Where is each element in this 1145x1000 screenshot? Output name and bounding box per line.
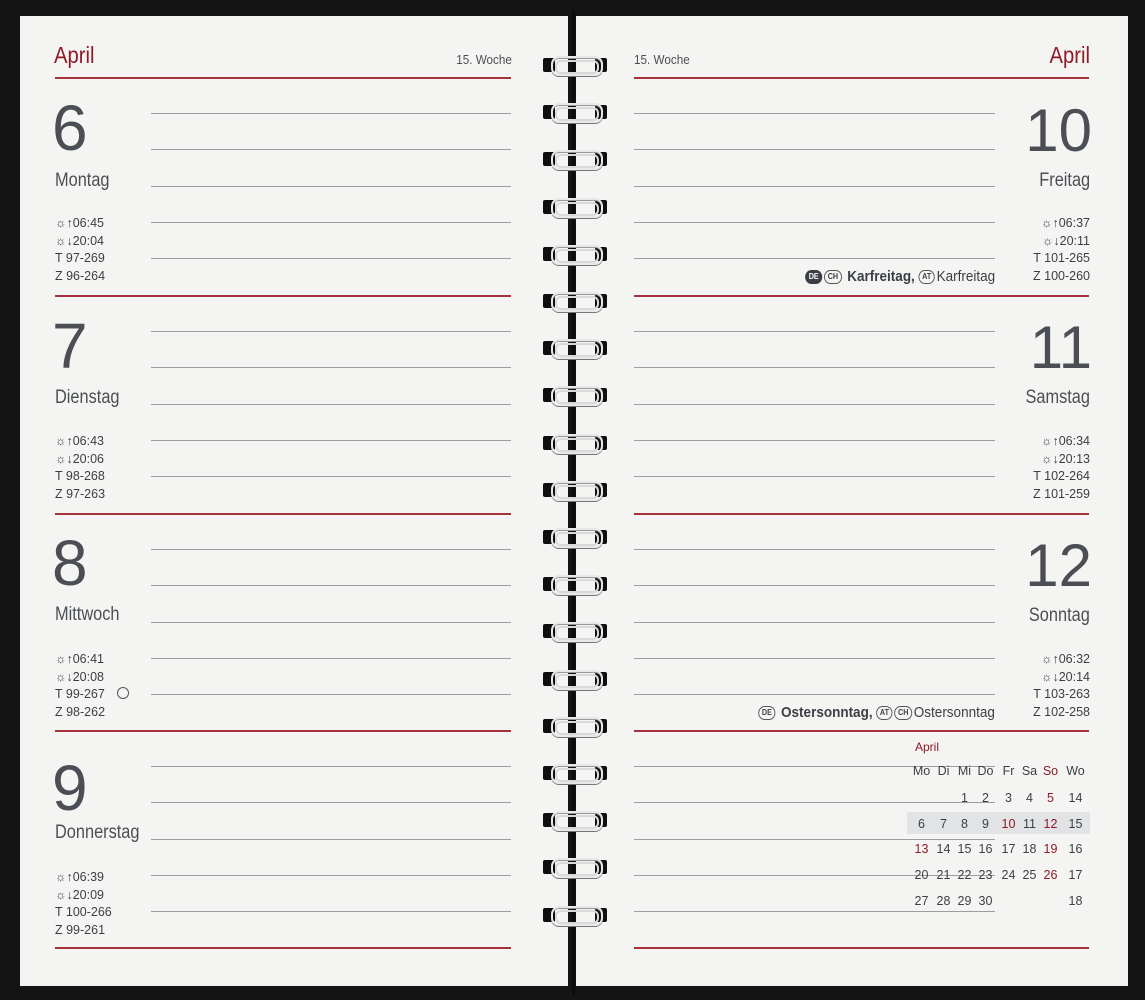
sunset-time: ☼↓20:14 — [1041, 669, 1090, 684]
writing-line — [151, 839, 511, 840]
writing-line — [151, 911, 511, 912]
sunrise-time: ☼↑06:45 — [55, 216, 104, 230]
writing-line — [634, 186, 995, 187]
writing-line — [634, 694, 995, 695]
week-count: Z 99-261 — [55, 922, 106, 937]
spiral-ring — [541, 290, 609, 312]
writing-line — [634, 367, 995, 368]
weekday-header: Wo — [1066, 764, 1085, 778]
holiday-note-sunday — [758, 704, 995, 721]
spiral-ring — [541, 432, 609, 454]
country-badge: CH — [895, 706, 913, 720]
spiral-ring — [541, 479, 609, 501]
spiral-ring — [541, 856, 609, 878]
mini-calendar-month: April — [915, 740, 940, 754]
writing-line — [634, 839, 995, 840]
calendar-date: 20 — [914, 868, 929, 883]
calendar-date: 18 — [1022, 842, 1037, 857]
calendar-date: 25 — [1022, 868, 1037, 883]
day-info — [55, 433, 105, 503]
calendar-date: 28 — [936, 893, 951, 908]
day-name: Freitag — [1039, 170, 1090, 191]
country-badge: CH — [824, 270, 842, 284]
right-header-rule — [634, 77, 1089, 79]
calendar-date: 4 — [1026, 791, 1033, 805]
sunset-time: ☼↓20:08 — [55, 669, 104, 684]
writing-line — [634, 622, 995, 623]
spiral-ring — [541, 668, 609, 690]
weekday-header: Do — [977, 764, 994, 778]
sunset-time: ☼↓20:11 — [1041, 233, 1090, 248]
spiral-ring — [541, 384, 609, 406]
calendar-date: 10 — [1001, 816, 1016, 831]
writing-line — [151, 694, 511, 695]
spiral-ring — [541, 54, 609, 76]
writing-line — [634, 331, 995, 332]
day-number: 7 — [52, 310, 88, 382]
day-info — [1033, 433, 1090, 503]
day-info — [55, 651, 129, 721]
writing-line — [634, 149, 995, 150]
week-number: 14 — [1068, 791, 1083, 805]
writing-line — [634, 911, 995, 912]
day-number: 8 — [52, 527, 88, 599]
week-number: 15 — [1068, 816, 1083, 831]
spiral-binding — [535, 0, 615, 1000]
day-name: Montag — [55, 170, 110, 191]
writing-line — [634, 113, 995, 114]
spiral-ring — [541, 101, 609, 123]
day-number: 11 — [1029, 314, 1092, 381]
country-badge: DE — [805, 270, 822, 284]
writing-line — [151, 766, 511, 767]
day-divider — [634, 513, 1089, 515]
day-count-row — [55, 686, 129, 704]
week-count: Z 102-258 — [1033, 704, 1090, 719]
day-count: T 102-264 — [1033, 469, 1090, 483]
day-name: Donnerstag — [55, 822, 140, 843]
sunset-time: ☼↓20:06 — [55, 451, 104, 466]
calendar-date: 26 — [1043, 868, 1058, 883]
writing-line — [634, 440, 995, 441]
writing-line — [151, 404, 511, 405]
week-number: 18 — [1068, 893, 1083, 908]
country-badge: AT — [876, 706, 892, 720]
writing-line — [151, 149, 511, 150]
calendar-date: 29 — [957, 893, 972, 908]
sunset-time: ☼↓20:13 — [1041, 451, 1090, 466]
holiday-name: Ostersonntag, — [781, 704, 873, 721]
left-header-rule — [55, 77, 511, 79]
day-divider — [55, 513, 511, 515]
day-divider — [634, 295, 1089, 297]
country-badge: AT — [918, 270, 934, 284]
right-month-title: April — [1049, 42, 1090, 68]
week-number: 16 — [1068, 842, 1083, 857]
weekday-header: Di — [937, 764, 950, 778]
calendar-date: 19 — [1043, 842, 1058, 857]
calendar-date: 14 — [936, 842, 951, 857]
spiral-ring — [541, 809, 609, 831]
writing-line — [151, 186, 511, 187]
calendar-date: 27 — [914, 893, 929, 908]
writing-line — [151, 875, 511, 876]
page-bottom-rule — [634, 947, 1089, 949]
week-count: Z 97-263 — [55, 486, 106, 501]
spiral-ring — [541, 148, 609, 170]
right-week-label: 15. Woche — [634, 52, 690, 67]
day-info — [1033, 215, 1090, 285]
day-name: Sonntag — [1029, 605, 1090, 626]
day-number: 12 — [1025, 532, 1092, 599]
week-number: 17 — [1068, 868, 1083, 883]
sunrise-time: ☼↑06:34 — [1041, 434, 1090, 448]
day-count: T 100-266 — [55, 905, 112, 919]
day-info — [1033, 651, 1090, 721]
day-count: T 97-269 — [55, 251, 105, 265]
spiral-ring — [541, 337, 609, 359]
calendar-date: 13 — [914, 842, 929, 857]
weekday-header: Mi — [957, 764, 972, 778]
week-count: Z 100-260 — [1033, 268, 1090, 283]
calendar-date: 2 — [982, 791, 989, 805]
week-count: Z 98-262 — [55, 704, 106, 719]
calendar-date: 3 — [1005, 791, 1012, 805]
sunrise-time: ☼↑06:37 — [1041, 216, 1090, 230]
calendar-date: 8 — [961, 816, 968, 831]
left-month-title: April — [54, 42, 95, 68]
left-page — [20, 16, 568, 986]
writing-line — [634, 258, 995, 259]
day-count: T 98-268 — [55, 469, 105, 483]
writing-line — [151, 585, 511, 586]
spiral-ring — [541, 526, 609, 548]
writing-line — [634, 222, 995, 223]
weekday-header: So — [1042, 764, 1059, 778]
sunset-time: ☼↓20:09 — [55, 887, 104, 902]
day-divider — [634, 730, 1089, 732]
calendar-date: 1 — [961, 791, 968, 805]
holiday-note-friday — [805, 268, 995, 285]
country-badge: DE — [758, 706, 775, 720]
calendar-date: 21 — [936, 868, 951, 883]
full-moon-icon — [117, 687, 129, 699]
day-info — [55, 215, 105, 285]
writing-line — [634, 476, 995, 477]
spiral-ring — [541, 620, 609, 642]
calendar-date: 12 — [1043, 816, 1058, 831]
right-page — [576, 16, 1128, 986]
writing-line — [151, 367, 511, 368]
weekday-header: Sa — [1021, 764, 1038, 778]
day-divider — [55, 730, 511, 732]
calendar-date: 17 — [1001, 842, 1016, 857]
writing-line — [151, 331, 511, 332]
week-count: Z 101-259 — [1033, 486, 1090, 501]
calendar-date: 9 — [982, 816, 989, 831]
spiral-ring — [541, 573, 609, 595]
calendar-date: 11 — [1023, 816, 1036, 831]
calendar-date: 5 — [1047, 791, 1054, 805]
holiday-name: Ostersonntag — [913, 704, 995, 721]
writing-line — [151, 476, 511, 477]
day-name: Dienstag — [55, 387, 120, 408]
holiday-name: Karfreitag — [936, 268, 995, 285]
sunrise-time: ☼↑06:41 — [55, 652, 104, 666]
weekday-header: Mo — [912, 764, 931, 778]
sunrise-time: ☼↑06:39 — [55, 870, 104, 884]
writing-line — [151, 549, 511, 550]
spiral-ring — [541, 762, 609, 784]
spiral-ring — [541, 196, 609, 218]
writing-line — [151, 222, 511, 223]
calendar-date: 16 — [978, 842, 993, 857]
writing-line — [634, 802, 995, 803]
weekday-header: Fr — [1002, 764, 1015, 778]
week-count: Z 96-264 — [55, 268, 106, 283]
writing-line — [151, 622, 511, 623]
spiral-ring — [541, 715, 609, 737]
day-info — [55, 869, 112, 939]
calendar-date: 22 — [957, 868, 972, 883]
spiral-ring — [541, 904, 609, 926]
day-count: T 103-263 — [1033, 687, 1090, 701]
left-week-label: 15. Woche — [456, 52, 512, 67]
calendar-date: 7 — [940, 816, 947, 831]
calendar-date: 24 — [1001, 868, 1016, 883]
day-name: Mittwoch — [55, 604, 120, 625]
calendar-date: 6 — [918, 816, 925, 831]
spiral-ring — [541, 243, 609, 265]
day-number: 6 — [52, 92, 88, 164]
holiday-name: Karfreitag, — [847, 268, 915, 285]
day-count: T 99-267 — [55, 687, 105, 701]
writing-line — [634, 404, 995, 405]
day-count: T 101-265 — [1033, 251, 1090, 265]
day-number: 10 — [1025, 97, 1092, 164]
writing-line — [151, 658, 511, 659]
writing-line — [634, 549, 995, 550]
writing-line — [634, 658, 995, 659]
day-number: 9 — [52, 752, 88, 824]
calendar-date: 15 — [957, 842, 972, 857]
sunrise-time: ☼↑06:32 — [1041, 652, 1090, 666]
writing-line — [151, 113, 511, 114]
writing-line — [151, 440, 511, 441]
day-name: Samstag — [1025, 387, 1090, 408]
day-divider — [55, 947, 511, 949]
writing-line — [151, 802, 511, 803]
writing-line — [634, 585, 995, 586]
writing-line — [151, 258, 511, 259]
calendar-date: 30 — [978, 893, 993, 908]
calendar-date: 23 — [978, 868, 993, 883]
sunset-time: ☼↓20:04 — [55, 233, 104, 248]
sunrise-time: ☼↑06:43 — [55, 434, 104, 448]
day-divider — [55, 295, 511, 297]
